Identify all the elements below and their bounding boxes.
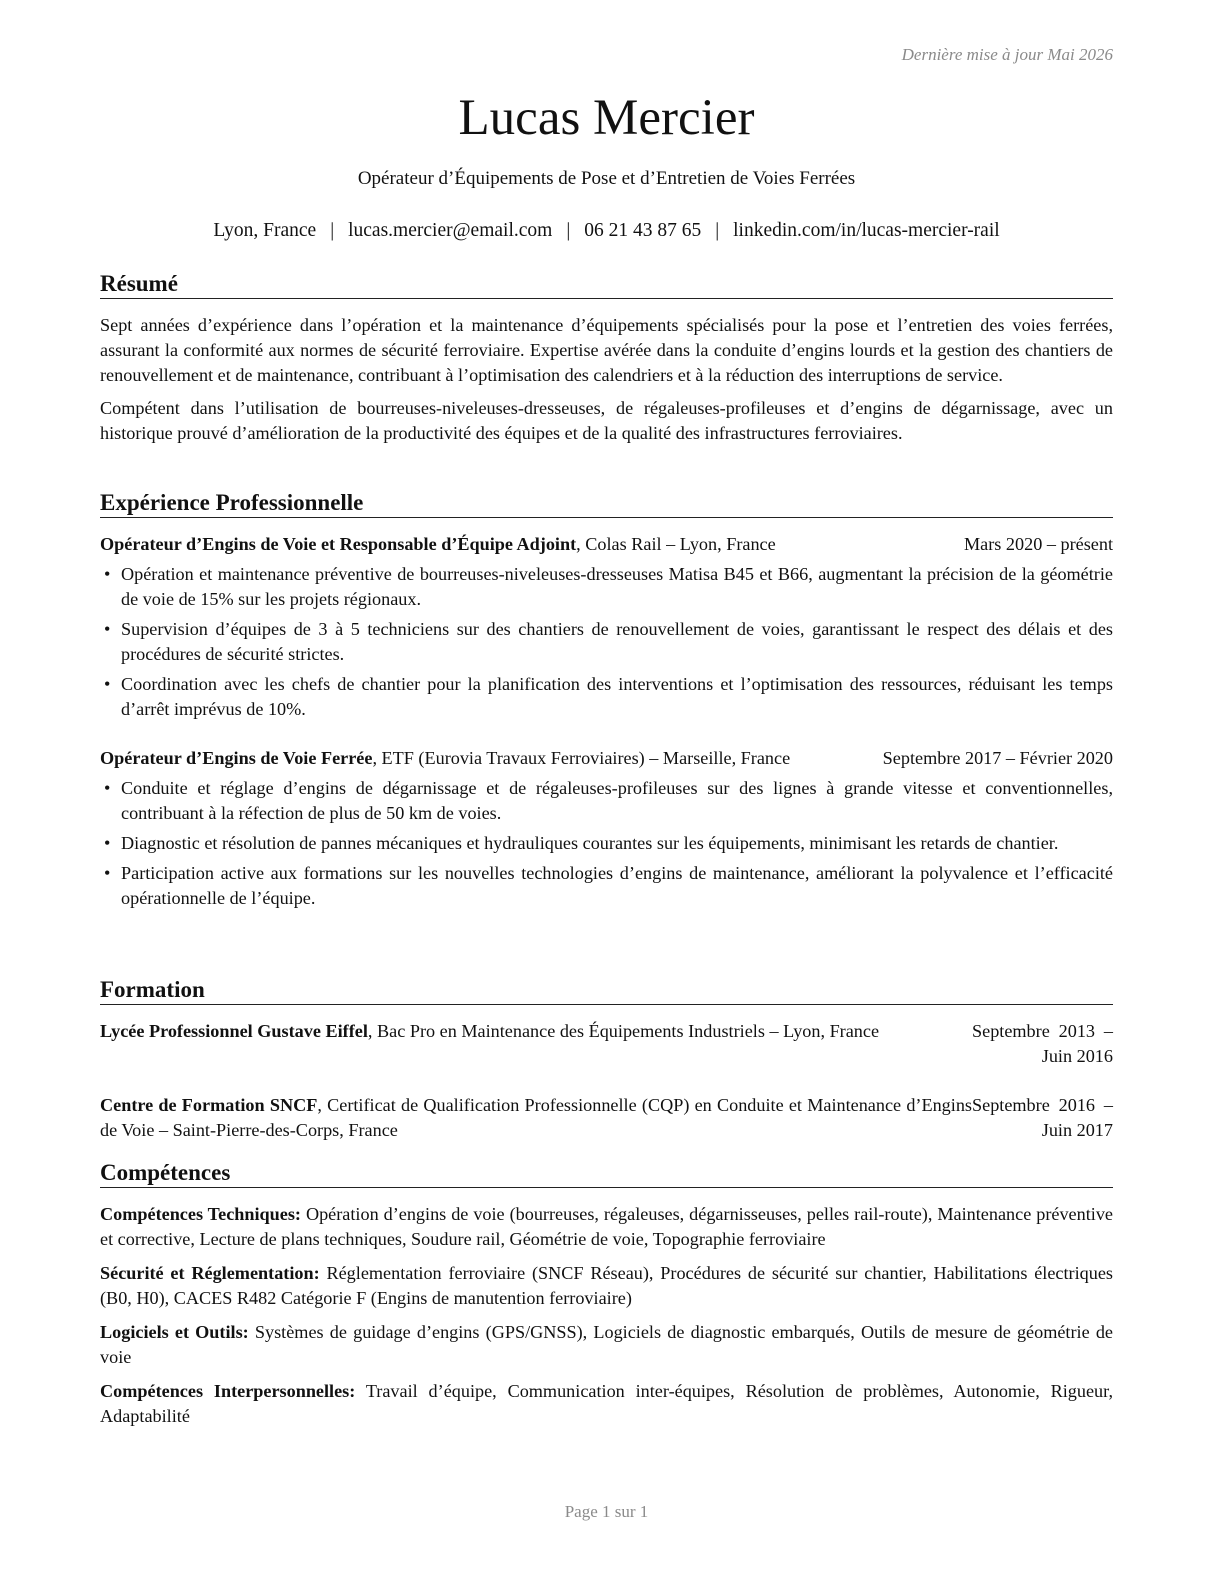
job-employer: , ETF (Eurovia Travaux Ferroviaires) – Marseille, France — [372, 748, 791, 768]
education-school: Centre de Formation SNCF — [100, 1095, 318, 1115]
skill-group-text: Opération d’engins de voie (bourreuses, régaleuses, dégarnisseuses, pelles rail-route), Maintenance préventive et corrective, Lecture de plans techniques, Soudure rail, Géométrie de voie, Topographie ferroviaire — [100, 1204, 1113, 1249]
page-number: Page 1 sur 1 — [564, 1502, 649, 1521]
bullet-item: • Coordination avec les chefs de chantier pour la planification des interventions et l’optimisation des ressources, réduisant les temps d’arrêt imprévus de 10%. — [104, 674, 1113, 719]
skill-group — [100, 1320, 1113, 1370]
summary-section — [100, 270, 1113, 446]
last-updated-note: Dernière mise à jour Mai 2026 — [901, 45, 1113, 64]
skill-group — [100, 1261, 1113, 1311]
contact-separator: | — [715, 220, 720, 241]
education-details: , Bac Pro en Maintenance des Équipements Industriels – Lyon, France — [367, 1021, 880, 1041]
education-title-line — [100, 1093, 972, 1143]
bullet-item: • Supervision d’équipes de 3 à 5 techniciens sur des chantiers de renouvellement de voies, garantissant le respect des délais et des procédures de sécurité strictes. — [104, 619, 1113, 664]
job-entry — [100, 532, 1113, 722]
education-school: Lycée Professionnel Gustave Eiffel — [100, 1021, 368, 1041]
contact-separator: | — [566, 220, 571, 241]
education-section — [100, 976, 1113, 1143]
skill-group-label: Compétences Interpersonnelles: — [100, 1381, 356, 1401]
candidate-name: Lucas Mercier — [458, 90, 755, 146]
job-bullets — [100, 776, 1113, 911]
job-dates: Septembre 2017 – Février 2020 — [882, 748, 1113, 768]
summary-paragraph: Compétent dans l’utilisation de bourreuses-niveleuses-dresseuses, de régaleuses-profileuses et d’engins de dégarnissage, avec un historique prouvé d’amélioration de la productivité des équipes et de la qualité des infrastructures ferroviaires. — [100, 398, 1113, 443]
experience-section — [100, 489, 1113, 911]
section-title-summary: Résumé — [100, 270, 1113, 299]
skill-group — [100, 1379, 1113, 1429]
skill-group-text: Travail d’équipe, Communication inter-équipes, Résolution de problèmes, Autonomie, Rigueur, Adaptabilité — [100, 1381, 1114, 1426]
job-role: Opérateur d’Engins de Voie et Responsable d’Équipe Adjoint — [100, 534, 577, 554]
section-title-education: Formation — [100, 976, 1113, 1005]
contact-location: Lyon, France — [213, 220, 317, 241]
skill-group-label: Compétences Techniques: — [100, 1204, 301, 1224]
contact-email-link[interactable]: lucas.mercier@email.com — [348, 220, 553, 241]
contact-linkedin-link[interactable]: linkedin.com/in/lucas-mercier-rail — [733, 220, 1000, 241]
skill-group-text: Réglementation ferroviaire (SNCF Réseau), Procédures de sécurité sur chantier, Habilitations électriques (B0, H0), CACES R482 Catégorie F (Engins de manutention ferroviaire) — [100, 1263, 1113, 1308]
contact-phone: 06 21 43 87 65 — [584, 220, 702, 241]
resume-page — [100, 0, 1113, 1584]
job-bullets — [100, 562, 1113, 722]
job-header — [100, 746, 1113, 771]
summary-paragraph: Sept années d’expérience dans l’opération et la maintenance d’équipements spécialisés pour la pose et l’entretien des voies ferrées, assurant la conformité aux normes de sécurité ferroviaire. Expertise avérée dans la conduite d’engins lourds et la gestion des chantiers de renouvellement et de maintenance, contribuant à l’optimisation des calendriers et à la réduction des interruptions de service. — [100, 315, 1113, 385]
skill-group-text: Systèmes de guidage d’engins (GPS/GNSS), Logiciels de diagnostic embarqués, Outils de mesure de géométrie de voie — [100, 1322, 1114, 1367]
job-employer: , Colas Rail – Lyon, France — [576, 534, 776, 554]
education-title-line — [100, 1019, 972, 1069]
job-dates: Mars 2020 – présent — [963, 534, 1113, 554]
bullet-item: • Conduite et réglage d’engins de dégarnissage et de régaleuses-profileuses sur des lignes à grande vitesse et conventionnelles, contribuant à la réfection de plus de 50 km de voies. — [104, 778, 1113, 823]
education-dates: Septembre 2016 – Juin 2017 — [972, 1095, 1113, 1140]
job-title-line — [100, 746, 860, 771]
job-entry — [100, 746, 1113, 911]
skill-group — [100, 1202, 1113, 1252]
skills-section — [100, 1159, 1113, 1429]
bullet-item: • Diagnostic et résolution de pannes mécaniques et hydrauliques courantes sur les équipements, minimisant les retards de chantier. — [104, 833, 1059, 853]
education-details: , Certificat de Qualification Professionnelle (CQP) en Conduite et Maintenance d’Engins de Voie – Saint-Pierre-des-Corps, France — [100, 1095, 973, 1140]
education-entry — [100, 1019, 1113, 1069]
education-dates: Septembre 2013 – Juin 2016 — [972, 1021, 1113, 1066]
skill-group-label: Sécurité et Réglementation: — [100, 1263, 320, 1283]
skill-group-label: Logiciels et Outils: — [100, 1322, 249, 1342]
section-title-experience: Expérience Professionnelle — [100, 489, 1113, 518]
bullet-item: • Participation active aux formations sur les nouvelles technologies d’engins de maintenance, améliorant la polyvalence et l’efficacité opérationnelle de l’équipe. — [104, 863, 1113, 908]
education-entry — [100, 1093, 1113, 1143]
job-role: Opérateur d’Engins de Voie Ferrée — [100, 748, 373, 768]
job-header — [100, 532, 1113, 557]
job-title-line — [100, 532, 776, 557]
bullet-item: • Opération et maintenance préventive de bourreuses-niveleuses-dresseuses Matisa B45 et B66, augmentant la précision de la géométrie de voie de 15% sur les projets régionaux. — [104, 564, 1113, 609]
section-title-skills: Compétences — [100, 1159, 1113, 1188]
contact-line — [100, 219, 1113, 243]
contact-separator: | — [330, 220, 335, 241]
candidate-job-title: Opérateur d’Équipements de Pose et d’Entretien de Voies Ferrées — [357, 168, 856, 189]
